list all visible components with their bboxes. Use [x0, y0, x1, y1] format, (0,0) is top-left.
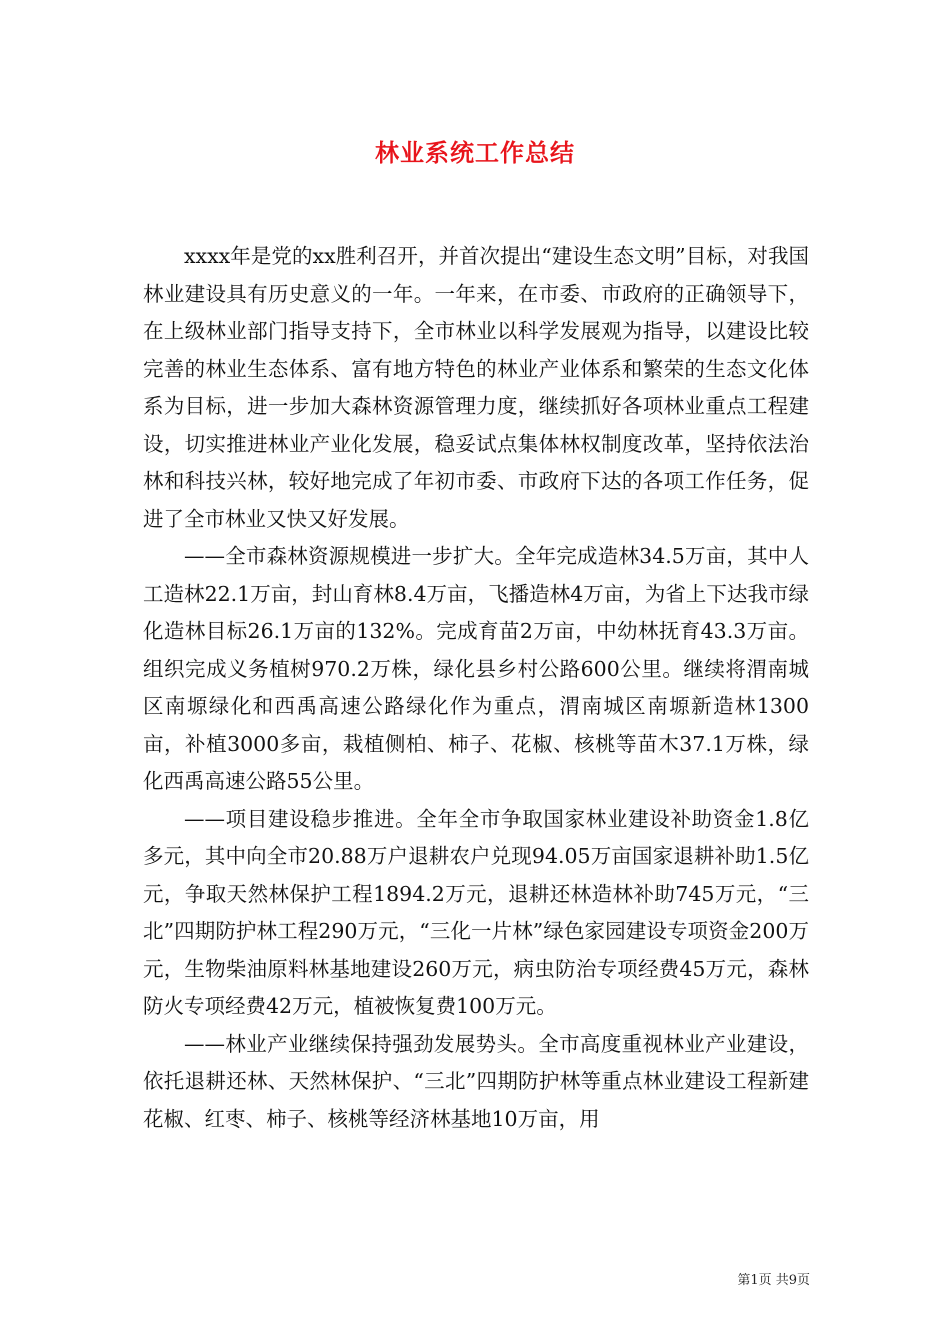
page-number-footer: 第1页 共9页 [737, 1273, 810, 1288]
document-title: 林业系统工作总结 [375, 139, 575, 167]
document-body [143, 238, 809, 1138]
paragraph-project-construction: ——项目建设稳步推进。全年全市争取国家林业建设补助资金1.8亿多元，其中向全市20.88万户退耕农户兑现94.05万亩国家退耕补助1.5亿元，争取天然林保护工程1894.2万元，退耕还林造林补助745万元，“三北”四期防护林工程290万元，“三化一片林”绿色家园建设专项资金200万元，生物柴油原料林基地建设260万元，病虫防治专项经费45万元，森林防火专项经费42万元，植被恢复费100万元。 [143, 806, 809, 1018]
paragraph-forest-resources: ——全市森林资源规模进一步扩大。全年完成造林34.5万亩，其中人工造林22.1万亩，封山育林8.4万亩，飞播造林4万亩，为省上下达我市绿化造林目标26.1万亩的132%。完成育苗2万亩，中幼林抚育43.3万亩。组织完成义务植树970.2万株，绿化县乡村公路600公里。继续将渭南城区南塬绿化和西禹高速公路绿化作为重点，渭南城区南塬新造林1300亩，补植3000多亩，栽植侧柏、柿子、花椒、核桃等苗木37.1万株，绿化西禹高速公路55公里。 [143, 544, 809, 793]
paragraph-forestry-industry: ——林业产业继续保持强劲发展势头。全市高度重视林业产业建设，依托退耕还林、天然林保护、“三北”四期防护林等重点林业建设工程新建花椒、红枣、柿子、核桃等经济林基地10万亩，用 [143, 1031, 809, 1131]
paragraph-intro: xxxx年是党的xx胜利召开，并首次提出“建设生态文明”目标，对我国林业建设具有历史意义的一年。一年来，在市委、市政府的正确领导下，在上级林业部门指导支持下，全市林业以科学发展观为指导，以建设比较完善的林业生态体系、富有地方特色的林业产业体系和繁荣的生态文化体系为目标，进一步加大森林资源管理力度，继续抓好各项林业重点工程建设，切实推进林业产业化发展，稳妥试点集体林权制度改革，坚持依法治林和科技兴林，较好地完成了年初市委、市政府下达的各项工作任务，促进了全市林业又快又好发展。 [143, 244, 809, 531]
